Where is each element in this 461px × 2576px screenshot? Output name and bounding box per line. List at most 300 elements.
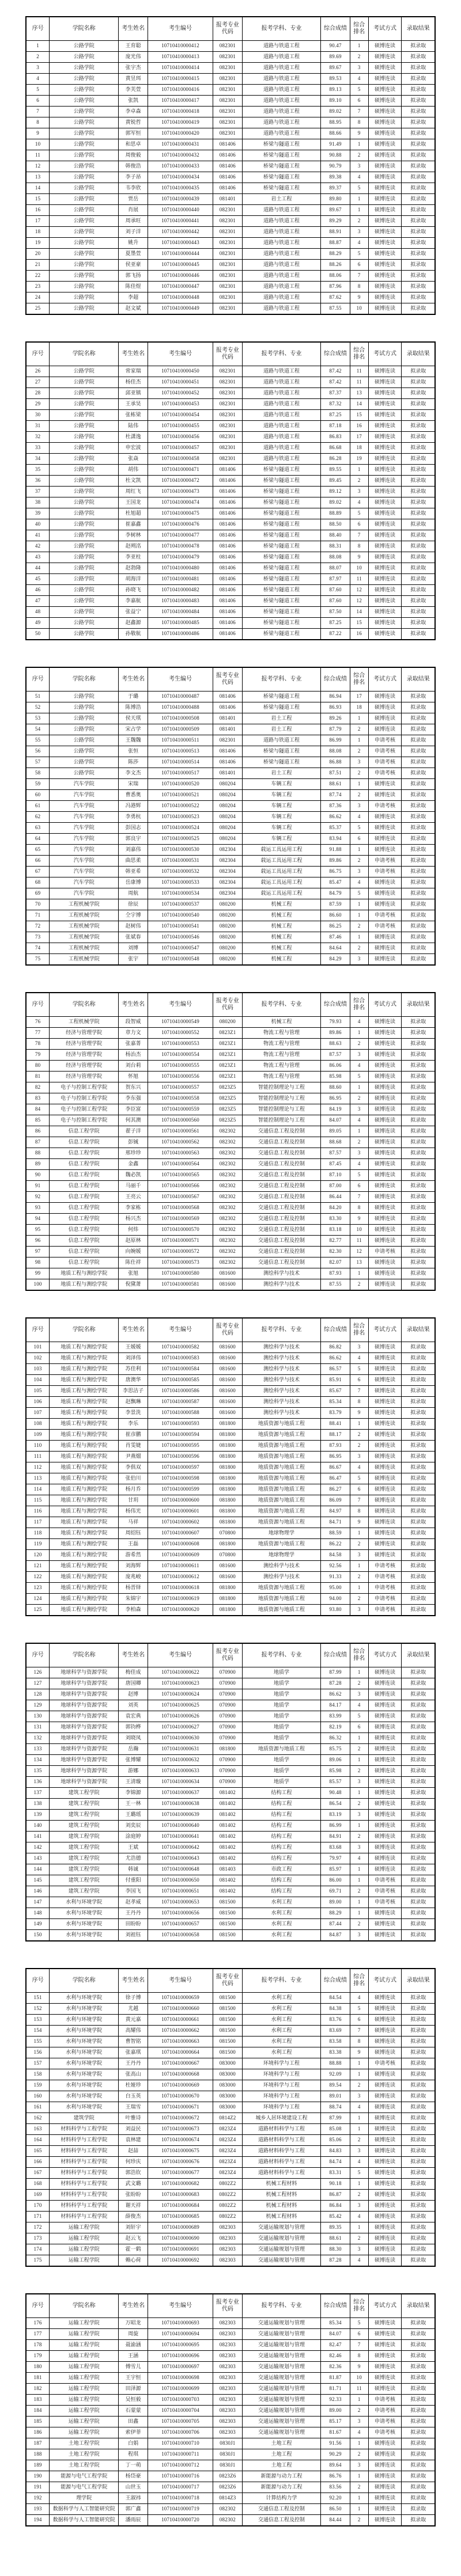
cell-candidate-no: 10710410000634 bbox=[148, 1777, 213, 1788]
cell-result: 拟录取 bbox=[402, 530, 435, 541]
cell-candidate-no: 10710410000572 bbox=[148, 1247, 213, 1257]
cell-name: 崔嘉鑫 bbox=[119, 519, 148, 530]
cell-result: 拟录取 bbox=[402, 1919, 435, 1930]
cell-major: 交通运输规划与管理 bbox=[242, 2318, 320, 2329]
cell-college: 地质工程与测绘学院 bbox=[50, 1342, 119, 1353]
cell-index: 5 bbox=[26, 85, 50, 96]
cell-rank: 1 bbox=[350, 2124, 368, 2135]
cell-candidate-no: 10710410000585 bbox=[148, 1375, 213, 1386]
cell-college: 地质工程与测绘学院 bbox=[50, 1441, 119, 1452]
cell-candidate-no: 10710410000583 bbox=[148, 1353, 213, 1364]
header-major: 报考学科、专业 bbox=[242, 2294, 320, 2318]
cell-name: 刘益民 bbox=[119, 2124, 148, 2135]
table-row bbox=[26, 497, 435, 508]
cell-major: 地质资源与地质工程 bbox=[242, 1744, 320, 1755]
cell-major: 环境科学与工程 bbox=[242, 2069, 320, 2080]
header-row bbox=[26, 342, 435, 366]
cell-index: 64 bbox=[26, 834, 50, 845]
cell-major-code: 082301 bbox=[213, 366, 242, 377]
cell-exam-method: 硕博连读 bbox=[368, 702, 402, 713]
cell-college: 信息工程学院 bbox=[50, 1225, 119, 1236]
cell-exam-method: 硕博连读 bbox=[368, 1148, 402, 1159]
cell-exam-method: 硕博连读 bbox=[368, 1799, 402, 1810]
cell-exam-method: 硕博连读 bbox=[368, 724, 402, 735]
cell-result: 拟录取 bbox=[402, 746, 435, 757]
header-major-code: 报考专业代码 bbox=[213, 993, 242, 1017]
cell-score: 86.82 bbox=[321, 1342, 350, 1353]
cell-exam-method: 硕博连读 bbox=[368, 227, 402, 238]
cell-candidate-no: 10710410000442 bbox=[148, 227, 213, 238]
cell-index: 150 bbox=[26, 1930, 50, 1942]
table-row bbox=[26, 541, 435, 552]
cell-exam-method: 硕博连读 bbox=[368, 2146, 402, 2157]
cell-result: 拟录取 bbox=[402, 1093, 435, 1104]
cell-rank: 16 bbox=[350, 629, 368, 640]
cell-index: 141 bbox=[26, 1832, 50, 1842]
cell-exam-method: 硕博连读 bbox=[368, 2015, 402, 2026]
cell-major: 地质学 bbox=[242, 1711, 320, 1722]
cell-rank: 10 bbox=[350, 563, 368, 574]
cell-rank: 5 bbox=[350, 249, 368, 260]
cell-candidate-no: 10710410000682 bbox=[148, 2179, 213, 2190]
cell-rank: 2 bbox=[350, 943, 368, 954]
cell-major-code: 070800 bbox=[213, 1528, 242, 1539]
cell-college: 信息工程学院 bbox=[50, 1214, 119, 1225]
cell-index: 26 bbox=[26, 366, 50, 377]
cell-score: 85.47 bbox=[321, 877, 350, 888]
cell-major: 道路与铁道工程 bbox=[242, 303, 320, 315]
cell-index: 93 bbox=[26, 1203, 50, 1214]
cell-major: 环境科学与工程 bbox=[242, 2091, 320, 2102]
cell-rank: 1 bbox=[350, 1028, 368, 1039]
cell-rank: 2 bbox=[350, 921, 368, 932]
cell-major: 道路与铁道工程 bbox=[242, 366, 320, 377]
table-row bbox=[26, 1875, 435, 1886]
cell-major: 道路与铁道工程 bbox=[242, 282, 320, 292]
cell-score: 86.57 bbox=[321, 1364, 350, 1375]
cell-candidate-no: 10710410000531 bbox=[148, 856, 213, 867]
table-row bbox=[26, 2091, 435, 2102]
cell-college: 公路学院 bbox=[50, 41, 119, 52]
cell-major: 地质资源与地质工程 bbox=[242, 1473, 320, 1484]
cell-exam-method: 硕博连读 bbox=[368, 2493, 402, 2504]
cell-result: 拟录取 bbox=[402, 823, 435, 834]
cell-name: 彭铖 bbox=[119, 1137, 148, 1148]
cell-candidate-no: 10710410000612 bbox=[148, 1572, 213, 1583]
cell-name: 谢天祥 bbox=[119, 2201, 148, 2212]
cell-major: 地球物理学 bbox=[242, 1528, 320, 1539]
cell-name: 周绍钰 bbox=[119, 1528, 148, 1539]
cell-result: 拟录取 bbox=[402, 172, 435, 183]
cell-rank: 2 bbox=[350, 2190, 368, 2201]
header-row bbox=[26, 1643, 435, 1667]
table-row bbox=[26, 2482, 435, 2493]
header-college: 学院名称 bbox=[50, 2294, 119, 2318]
cell-result: 拟录取 bbox=[402, 724, 435, 735]
cell-major: 测绘科学与技术 bbox=[242, 1268, 320, 1279]
header-rank: 综合排名 bbox=[350, 667, 368, 692]
cell-college: 运输工程学院 bbox=[50, 2318, 119, 2329]
cell-name: 程琪 bbox=[119, 2449, 148, 2460]
cell-college: 公路学院 bbox=[50, 530, 119, 541]
cell-rank: 8 bbox=[350, 117, 368, 128]
cell-rank: 16 bbox=[350, 421, 368, 432]
header-index: 序号 bbox=[26, 993, 50, 1017]
cell-index: 147 bbox=[26, 1897, 50, 1908]
cell-college: 地球科学与资源学院 bbox=[50, 1766, 119, 1777]
cell-major-code: 081500 bbox=[213, 1919, 242, 1930]
cell-major-code: 081406 bbox=[213, 497, 242, 508]
cell-major-code: 081403 bbox=[213, 1864, 242, 1875]
header-index: 序号 bbox=[26, 667, 50, 692]
cell-major-code: 082301 bbox=[213, 227, 242, 238]
cell-result: 拟录取 bbox=[402, 713, 435, 724]
cell-exam-method: 硕博连读 bbox=[368, 1364, 402, 1375]
table-row bbox=[26, 2037, 435, 2047]
cell-score: 86.27 bbox=[321, 1484, 350, 1495]
cell-result: 拟录取 bbox=[402, 834, 435, 845]
cell-index: 95 bbox=[26, 1225, 50, 1236]
cell-rank: 11 bbox=[350, 377, 368, 388]
table-row bbox=[26, 303, 435, 315]
cell-name: 李俱双 bbox=[119, 1462, 148, 1473]
cell-candidate-no: 10710410000718 bbox=[148, 2493, 213, 2504]
cell-exam-method: 硕博连读 bbox=[368, 563, 402, 574]
table-row bbox=[26, 899, 435, 910]
cell-result: 拟录取 bbox=[402, 1342, 435, 1353]
cell-index: 74 bbox=[26, 943, 50, 954]
cell-rank: 3 bbox=[350, 801, 368, 812]
cell-score: 83.94 bbox=[321, 834, 350, 845]
table-row bbox=[26, 735, 435, 746]
cell-major-code: 081406 bbox=[213, 702, 242, 713]
table-row bbox=[26, 1093, 435, 1104]
cell-major: 桥梁与隧道工程 bbox=[242, 585, 320, 596]
cell-college: 公路学院 bbox=[50, 63, 119, 74]
cell-candidate-no: 10710410000541 bbox=[148, 921, 213, 932]
cell-candidate-no: 10710410000692 bbox=[148, 2255, 213, 2267]
cell-name: 张高山 bbox=[119, 2069, 148, 2080]
cell-score: 84.71 bbox=[321, 1517, 350, 1528]
cell-rank: 3 bbox=[350, 63, 368, 74]
cell-name: 张嘉菁 bbox=[119, 1039, 148, 1050]
cell-exam-method: 硕博连读 bbox=[368, 249, 402, 260]
cell-score: 85.42 bbox=[321, 2212, 350, 2222]
cell-index: 155 bbox=[26, 2037, 50, 2047]
cell-rank: 1 bbox=[350, 1821, 368, 1832]
cell-score: 88.50 bbox=[321, 519, 350, 530]
cell-exam-method: 硕博连读 bbox=[368, 2124, 402, 2135]
cell-college: 公路学院 bbox=[50, 519, 119, 530]
table-row bbox=[26, 205, 435, 216]
cell-score: 82.36 bbox=[321, 2362, 350, 2373]
cell-exam-method: 硕博连读 bbox=[368, 2482, 402, 2493]
cell-name: 刘晓凤 bbox=[119, 1733, 148, 1744]
cell-score: 87.46 bbox=[321, 932, 350, 943]
cell-rank: 5 bbox=[350, 823, 368, 834]
cell-score: 86.76 bbox=[321, 2471, 350, 2482]
cell-major: 交通运输规划与管理 bbox=[242, 2340, 320, 2351]
table-section bbox=[25, 2293, 436, 2526]
cell-name: 赵飘琳 bbox=[119, 1397, 148, 1408]
cell-score: 88.29 bbox=[321, 1908, 350, 1919]
cell-index: 69 bbox=[26, 888, 50, 899]
cell-result: 拟录取 bbox=[402, 1561, 435, 1572]
cell-candidate-no: 10710410000618 bbox=[148, 1583, 213, 1594]
cell-result: 拟录取 bbox=[402, 1462, 435, 1473]
cell-rank: 3 bbox=[350, 1452, 368, 1462]
cell-rank: 3 bbox=[350, 1148, 368, 1159]
cell-name: 袁宏典 bbox=[119, 1711, 148, 1722]
cell-name: 李国飞 bbox=[119, 1886, 148, 1897]
cell-score: 87.28 bbox=[321, 1678, 350, 1689]
cell-college: 经济与管理学院 bbox=[50, 1028, 119, 1039]
table-row bbox=[26, 1832, 435, 1842]
table-row bbox=[26, 2146, 435, 2157]
cell-major: 道路与铁道工程 bbox=[242, 388, 320, 399]
cell-college: 公路学院 bbox=[50, 607, 119, 618]
table-row bbox=[26, 1744, 435, 1755]
cell-index: 125 bbox=[26, 1605, 50, 1616]
table-row bbox=[26, 1247, 435, 1257]
cell-exam-method: 硕博连读 bbox=[368, 2351, 402, 2362]
cell-major-code: 081600 bbox=[213, 1364, 242, 1375]
cell-name: 陈莎 bbox=[119, 757, 148, 768]
cell-exam-method: 硕博连读 bbox=[368, 410, 402, 421]
cell-candidate-no: 10710410000454 bbox=[148, 410, 213, 421]
cell-major: 交通信息工程及控制 bbox=[242, 1203, 320, 1214]
cell-exam-method: 硕博连读 bbox=[368, 834, 402, 845]
table-row bbox=[26, 1667, 435, 1678]
cell-major-code: 081800 bbox=[213, 1441, 242, 1452]
cell-college: 建筑工程学院 bbox=[50, 1864, 119, 1875]
cell-exam-method: 硕博连读 bbox=[368, 888, 402, 899]
table-section bbox=[25, 1968, 436, 2267]
table-row bbox=[26, 465, 435, 476]
cell-score: 89.05 bbox=[321, 1126, 350, 1137]
cell-name: 章力文 bbox=[119, 1028, 148, 1039]
cell-score: 82.19 bbox=[321, 1722, 350, 1733]
cell-college: 水利与环境学院 bbox=[50, 1993, 119, 2004]
cell-major: 市政工程 bbox=[242, 1864, 320, 1875]
cell-exam-method: 硕博连读 bbox=[368, 607, 402, 618]
cell-rank: 2 bbox=[350, 1766, 368, 1777]
cell-score: 86.94 bbox=[321, 692, 350, 702]
cell-rank: 15 bbox=[350, 618, 368, 629]
cell-college: 公路学院 bbox=[50, 432, 119, 443]
cell-rank: 8 bbox=[350, 1203, 368, 1214]
cell-index: 119 bbox=[26, 1539, 50, 1550]
cell-major-code: 081800 bbox=[213, 1484, 242, 1495]
cell-exam-method: 硕博连读 bbox=[368, 1115, 402, 1126]
cell-rank: 3 bbox=[350, 2091, 368, 2102]
cell-major-code: 081800 bbox=[213, 1517, 242, 1528]
cell-major: 桥梁与隧道工程 bbox=[242, 541, 320, 552]
cell-college: 汽车学院 bbox=[50, 856, 119, 867]
table-row bbox=[26, 271, 435, 282]
cell-index: 11 bbox=[26, 150, 50, 161]
cell-major-code: 0823Z1 bbox=[213, 1061, 242, 1072]
cell-college: 地质工程与测绘学院 bbox=[50, 1353, 119, 1364]
cell-major: 测绘科学与技术 bbox=[242, 1342, 320, 1353]
cell-name: 田鑫 bbox=[119, 2417, 148, 2427]
cell-major: 交通运输规划与管理 bbox=[242, 2417, 320, 2427]
cell-rank: 1 bbox=[350, 2113, 368, 2124]
cell-college: 水利与环境学院 bbox=[50, 1897, 119, 1908]
cell-index: 137 bbox=[26, 1788, 50, 1799]
cell-exam-method: 硕博连读 bbox=[368, 1517, 402, 1528]
cell-name: 陈佳煜 bbox=[119, 282, 148, 292]
table-row bbox=[26, 2471, 435, 2482]
cell-major-code: 081800 bbox=[213, 1430, 242, 1441]
cell-result: 拟录取 bbox=[402, 508, 435, 519]
cell-name: 袁林建 bbox=[119, 2135, 148, 2146]
cell-result: 拟录取 bbox=[402, 2201, 435, 2212]
cell-name: 邱亚镇 bbox=[119, 388, 148, 399]
cell-name: 尹燕熘 bbox=[119, 1452, 148, 1462]
cell-major: 桥梁与隧道工程 bbox=[242, 629, 320, 640]
cell-rank: 1 bbox=[350, 1082, 368, 1093]
cell-major: 地质学 bbox=[242, 1689, 320, 1700]
cell-name: 尤浩德 bbox=[119, 1853, 148, 1864]
cell-rank: 5 bbox=[350, 508, 368, 519]
cell-rank: 3 bbox=[350, 1930, 368, 1942]
cell-result: 拟录取 bbox=[402, 1853, 435, 1864]
cell-college: 运输工程学院 bbox=[50, 2384, 119, 2395]
cell-major: 岩土工程 bbox=[242, 194, 320, 205]
header-result: 录取结果 bbox=[402, 1643, 435, 1667]
cell-major-code: 080204 bbox=[213, 779, 242, 790]
cell-index: 78 bbox=[26, 1039, 50, 1050]
table-row bbox=[26, 85, 435, 96]
cell-college: 公路学院 bbox=[50, 117, 119, 128]
table-row bbox=[26, 96, 435, 107]
header-major: 报考学科、专业 bbox=[242, 1318, 320, 1342]
cell-candidate-no: 10710410000479 bbox=[148, 552, 213, 563]
cell-candidate-no: 10710410000668 bbox=[148, 2069, 213, 2080]
cell-candidate-no: 10710410000418 bbox=[148, 107, 213, 117]
cell-exam-method: 申请考核 bbox=[368, 1605, 402, 1616]
table-row bbox=[26, 932, 435, 943]
cell-major: 道路与铁道工程 bbox=[242, 735, 320, 746]
header-exam-method: 考试方式 bbox=[368, 667, 402, 692]
cell-name: 韩诚 bbox=[119, 1864, 148, 1875]
cell-major-code: 082302 bbox=[213, 1170, 242, 1181]
cell-candidate-no: 10710410000588 bbox=[148, 1408, 213, 1419]
cell-name: 李东强 bbox=[119, 1093, 148, 1104]
cell-college: 地质工程与测绘学院 bbox=[50, 1550, 119, 1561]
cell-exam-method: 硕博连读 bbox=[368, 172, 402, 183]
header-name: 考生姓名 bbox=[119, 993, 148, 1017]
cell-candidate-no: 10710410000449 bbox=[148, 303, 213, 315]
cell-candidate-no: 10710410000659 bbox=[148, 1993, 213, 2004]
cell-name: 赵文斌 bbox=[119, 303, 148, 315]
cell-exam-method: 硕博连读 bbox=[368, 1667, 402, 1678]
table-row bbox=[26, 702, 435, 713]
cell-major-code: 082303 bbox=[213, 2373, 242, 2384]
cell-major: 桥梁与隧道工程 bbox=[242, 183, 320, 194]
cell-rank: 3 bbox=[350, 1605, 368, 1616]
cell-result: 拟录取 bbox=[402, 2329, 435, 2340]
cell-major: 桥梁与隧道工程 bbox=[242, 508, 320, 519]
cell-name: 李乐 bbox=[119, 1419, 148, 1430]
cell-candidate-no: 10710410000514 bbox=[148, 757, 213, 768]
cell-major: 结构工程 bbox=[242, 1821, 320, 1832]
cell-result: 拟录取 bbox=[402, 282, 435, 292]
cell-college: 地质工程与测绘学院 bbox=[50, 1495, 119, 1506]
table-row bbox=[26, 1148, 435, 1159]
cell-name: 夏墨萱 bbox=[119, 249, 148, 260]
cell-major: 测绘科学与技术 bbox=[242, 1375, 320, 1386]
header-major: 报考学科、专业 bbox=[242, 667, 320, 692]
cell-exam-method: 硕博连读 bbox=[368, 2201, 402, 2212]
cell-result: 拟录取 bbox=[402, 1777, 435, 1788]
cell-score: 87.79 bbox=[321, 724, 350, 735]
cell-candidate-no: 10710410000553 bbox=[148, 1039, 213, 1050]
cell-index: 102 bbox=[26, 1353, 50, 1364]
cell-major: 车辆工程 bbox=[242, 790, 320, 801]
cell-name: 段智威 bbox=[119, 1017, 148, 1028]
table-row bbox=[26, 63, 435, 74]
cell-rank: 1 bbox=[350, 1419, 368, 1430]
cell-college: 公路学院 bbox=[50, 713, 119, 724]
cell-rank: 4 bbox=[350, 2255, 368, 2267]
cell-major-code: 081406 bbox=[213, 541, 242, 552]
cell-candidate-no: 10710410000710 bbox=[148, 2438, 213, 2449]
cell-exam-method: 硕博连读 bbox=[368, 2135, 402, 2146]
cell-result: 拟录取 bbox=[402, 1397, 435, 1408]
cell-result: 拟录取 bbox=[402, 1605, 435, 1616]
cell-major: 交通运输规划与管理 bbox=[242, 2395, 320, 2406]
cell-index: 9 bbox=[26, 128, 50, 139]
cell-exam-method: 申请考核 bbox=[368, 2427, 402, 2438]
cell-major-code: 070900 bbox=[213, 1733, 242, 1744]
cell-major-code: 0823Z6 bbox=[213, 2482, 242, 2493]
cell-score: 88.07 bbox=[321, 563, 350, 574]
cell-index: 99 bbox=[26, 1268, 50, 1279]
cell-exam-method: 硕博连读 bbox=[368, 1528, 402, 1539]
cell-score: 84.58 bbox=[321, 1550, 350, 1561]
cell-candidate-no: 10710410000521 bbox=[148, 790, 213, 801]
cell-college: 地质工程与测绘学院 bbox=[50, 1419, 119, 1430]
cell-candidate-no: 10710410000525 bbox=[148, 834, 213, 845]
cell-candidate-no: 10710410000717 bbox=[148, 2482, 213, 2493]
cell-college: 水利与环境学院 bbox=[50, 2015, 119, 2026]
cell-name: 曹智铭 bbox=[119, 2037, 148, 2047]
table-row bbox=[26, 2460, 435, 2471]
cell-major-code: 081500 bbox=[213, 1993, 242, 2004]
cell-candidate-no: 10710410000524 bbox=[148, 823, 213, 834]
cell-name: 陈仕祥 bbox=[119, 1257, 148, 1268]
cell-exam-method: 硕博连读 bbox=[368, 1225, 402, 1236]
cell-major: 地质资源与地质工程 bbox=[242, 1605, 320, 1616]
cell-score: 87.42 bbox=[321, 366, 350, 377]
cell-name: 郭广鑫 bbox=[119, 2504, 148, 2515]
table-row bbox=[26, 585, 435, 596]
table-row bbox=[26, 2318, 435, 2329]
cell-rank: 5 bbox=[350, 888, 368, 899]
header-major-code: 报考专业代码 bbox=[213, 667, 242, 692]
header-rank: 综合排名 bbox=[350, 993, 368, 1017]
cell-rank: 1 bbox=[350, 2069, 368, 2080]
cell-major: 交通信息工程及控制 bbox=[242, 1192, 320, 1203]
cell-college: 公路学院 bbox=[50, 574, 119, 585]
cell-result: 拟录取 bbox=[402, 2026, 435, 2037]
cell-major: 桥梁与隧道工程 bbox=[242, 150, 320, 161]
cell-score: 87.25 bbox=[321, 410, 350, 421]
cell-major: 道路与铁道工程 bbox=[242, 63, 320, 74]
cell-score: 83.38 bbox=[321, 2047, 350, 2058]
